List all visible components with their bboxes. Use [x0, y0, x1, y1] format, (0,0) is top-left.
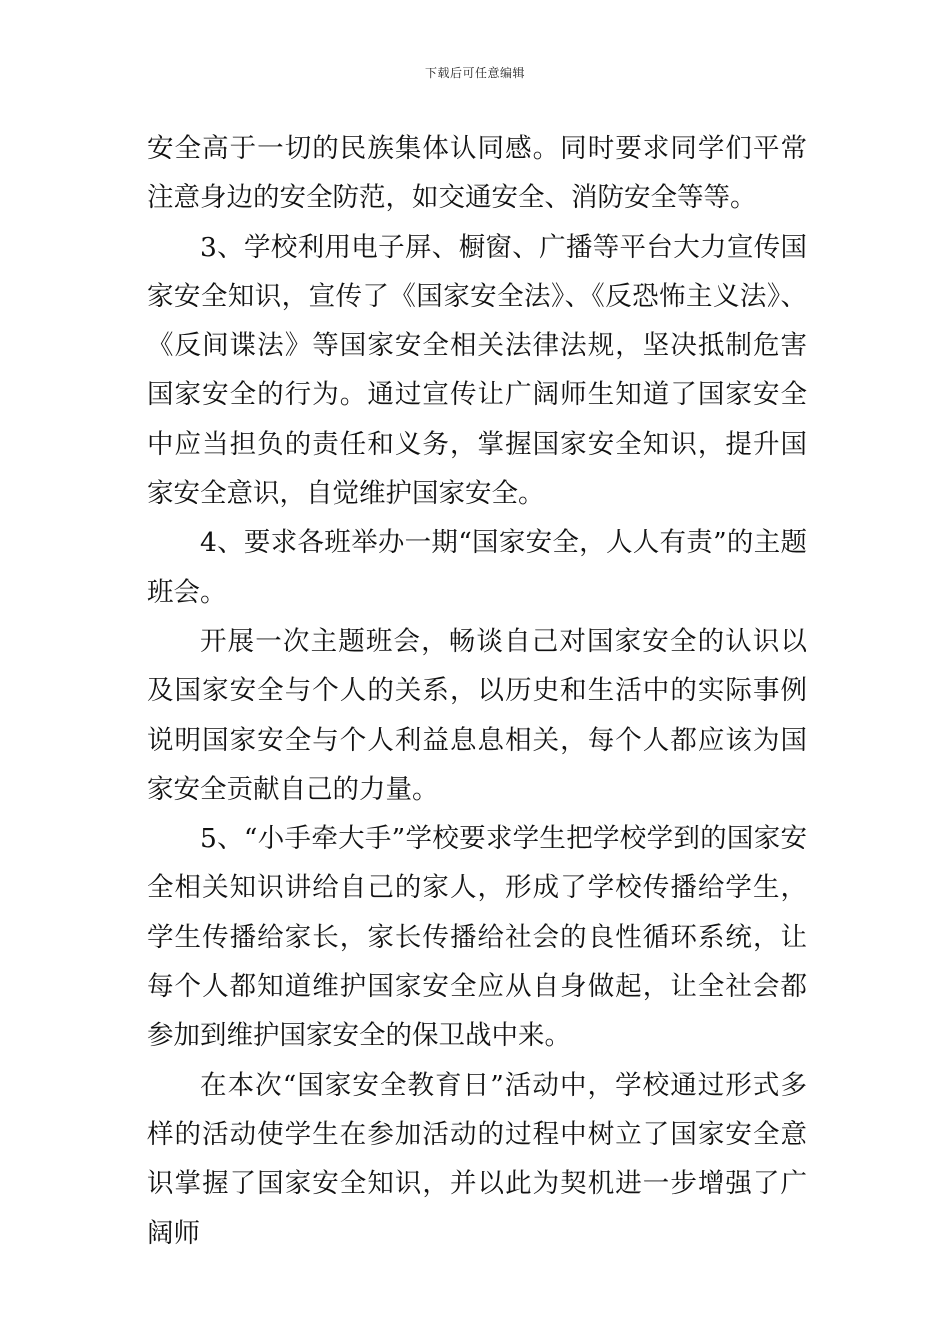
paragraph-continuation: 安全高于一切的民族集体认同感。同时要求同学们平常注意身边的安全防范，如交通安全、消防安全等等。	[147, 133, 807, 214]
paragraph-item-5: 5、“小手牵大手”学校要求学生把学校学到的国家安全相关知识讲给自己的家人，形成了学校传播给学生，学生传播给家长，家长传播给社会的良性循环系统，让每个人都知道维护国家安全应从自身做起，让全社会都参加到维护国家安全的保卫战中来。	[147, 823, 807, 1052]
paragraph-item-3: 3、学校利用电子屏、橱窗、广播等平台大力宣传国家安全知识，宣传了《国家安全法》、《反恐怖主义法》、《反间谍法》等国家安全相关法律法规，坚决抵制危害国家安全的行为。通过宣传让广阔师生知道了国家安全中应当担负的责任和义务，掌握国家安全知识，提升国家安全意识，自觉维护国家安全。	[147, 231, 807, 510]
document-body	[147, 124, 807, 1258]
page-header: 下载后可任意编辑	[424, 66, 525, 80]
paragraph-item-4: 4、要求各班举办一期“国家安全，人人有责”的主题班会。	[147, 527, 807, 608]
paragraph-class-meeting: 开展一次主题班会，畅谈自己对国家安全的认识以及国家安全与个人的关系，以历史和生活中的实际事例说明国家安全与个人利益息息相关，每个人都应该为国家安全贡献自己的力量。	[147, 625, 807, 805]
paragraph-summary: 在本次“国家安全教育日”活动中，学校通过形式多样的活动使学生在参加活动的过程中树立了国家安全意识掌握了国家安全知识，并以此为契机进一步增强了广阔师	[147, 1069, 807, 1249]
